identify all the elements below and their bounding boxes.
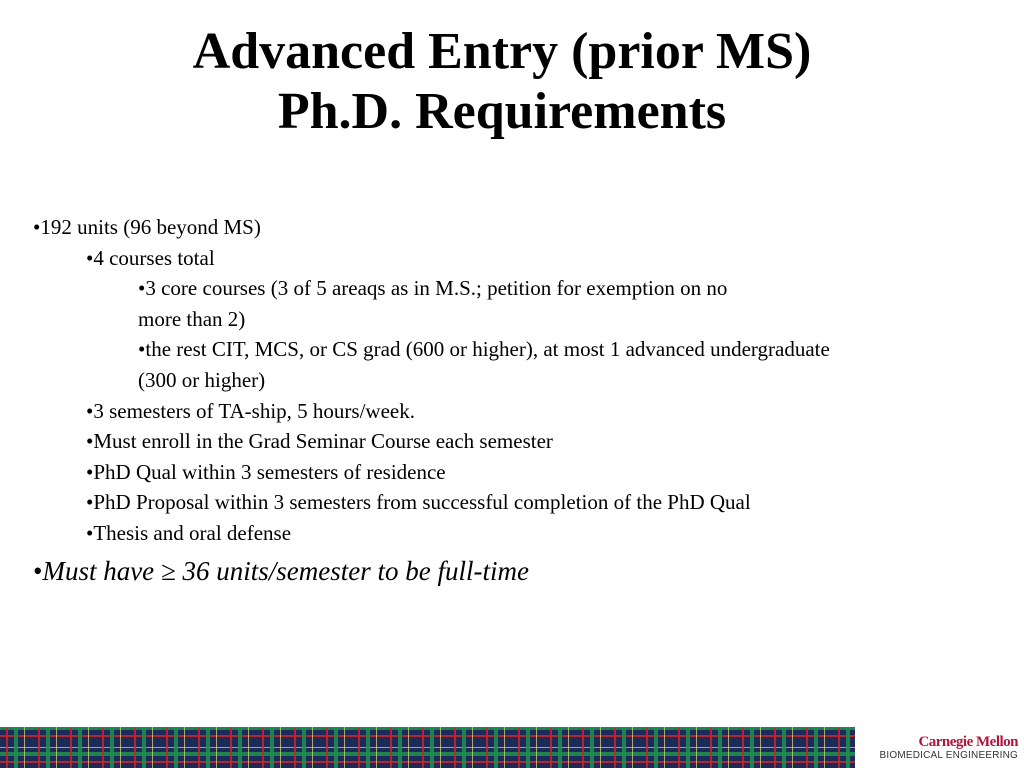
bullet-item	[33, 212, 993, 243]
bullet-text: 4 courses total	[93, 245, 215, 270]
logo-name: Carnegie Mellon	[918, 734, 1018, 750]
bullet-text: Must have ≥ 36 units/semester to be full-time	[42, 555, 529, 586]
bullet-text-line-1: the rest CIT, MCS, or CS grad (600 or higher), at most 1 advanced undergraduate	[145, 337, 830, 362]
bullet-icon: •	[86, 245, 94, 270]
bullet-icon: •	[33, 215, 41, 239]
bullet-text-line-2: more than 2)	[138, 306, 246, 331]
bullet-text: PhD Qual within 3 semesters of residence	[93, 459, 446, 484]
bullet-icon: •	[86, 429, 94, 454]
bullet-icon: •	[138, 337, 146, 362]
title-line-1: Advanced Entry (prior MS)	[192, 23, 812, 80]
bullet-icon: •	[86, 459, 94, 484]
bullet-item	[33, 487, 993, 518]
bullet-item	[33, 334, 993, 395]
bullet-item-emphasis	[33, 552, 993, 590]
bullet-item	[33, 396, 993, 427]
bullet-icon: •	[86, 490, 94, 515]
bullet-item	[33, 518, 993, 549]
logo-department: BIOMEDICAL ENGINEERING	[879, 750, 1018, 761]
bullet-icon: •	[138, 276, 146, 301]
bullet-item	[33, 243, 993, 274]
bullet-icon: •	[33, 555, 43, 586]
bullet-item	[33, 457, 993, 488]
bullet-item	[33, 273, 993, 334]
bullet-text: PhD Proposal within 3 semesters from successful completion of the PhD Qual	[93, 490, 751, 515]
bullet-text: 192 units (96 beyond MS)	[40, 215, 261, 239]
bullet-list	[33, 212, 993, 590]
bullet-text: 3 semesters of TA-ship, 5 hours/week.	[93, 398, 415, 423]
bullet-item	[33, 426, 993, 457]
cmu-bme-logo	[858, 732, 1024, 768]
bullet-text-line-2: (300 or higher)	[138, 367, 266, 392]
bullet-icon: •	[86, 520, 94, 545]
bullet-text-line-1: 3 core courses (3 of 5 areaqs as in M.S.; petition for exemption on no	[145, 276, 728, 301]
slide-title	[0, 22, 1004, 142]
tartan-footer-band	[0, 727, 855, 768]
bullet-text: Must enroll in the Grad Seminar Course each semester	[93, 429, 553, 454]
bullet-text: Thesis and oral defense	[93, 520, 292, 545]
bullet-icon: •	[86, 398, 94, 423]
title-line-2: Ph.D. Requirements	[277, 83, 727, 140]
